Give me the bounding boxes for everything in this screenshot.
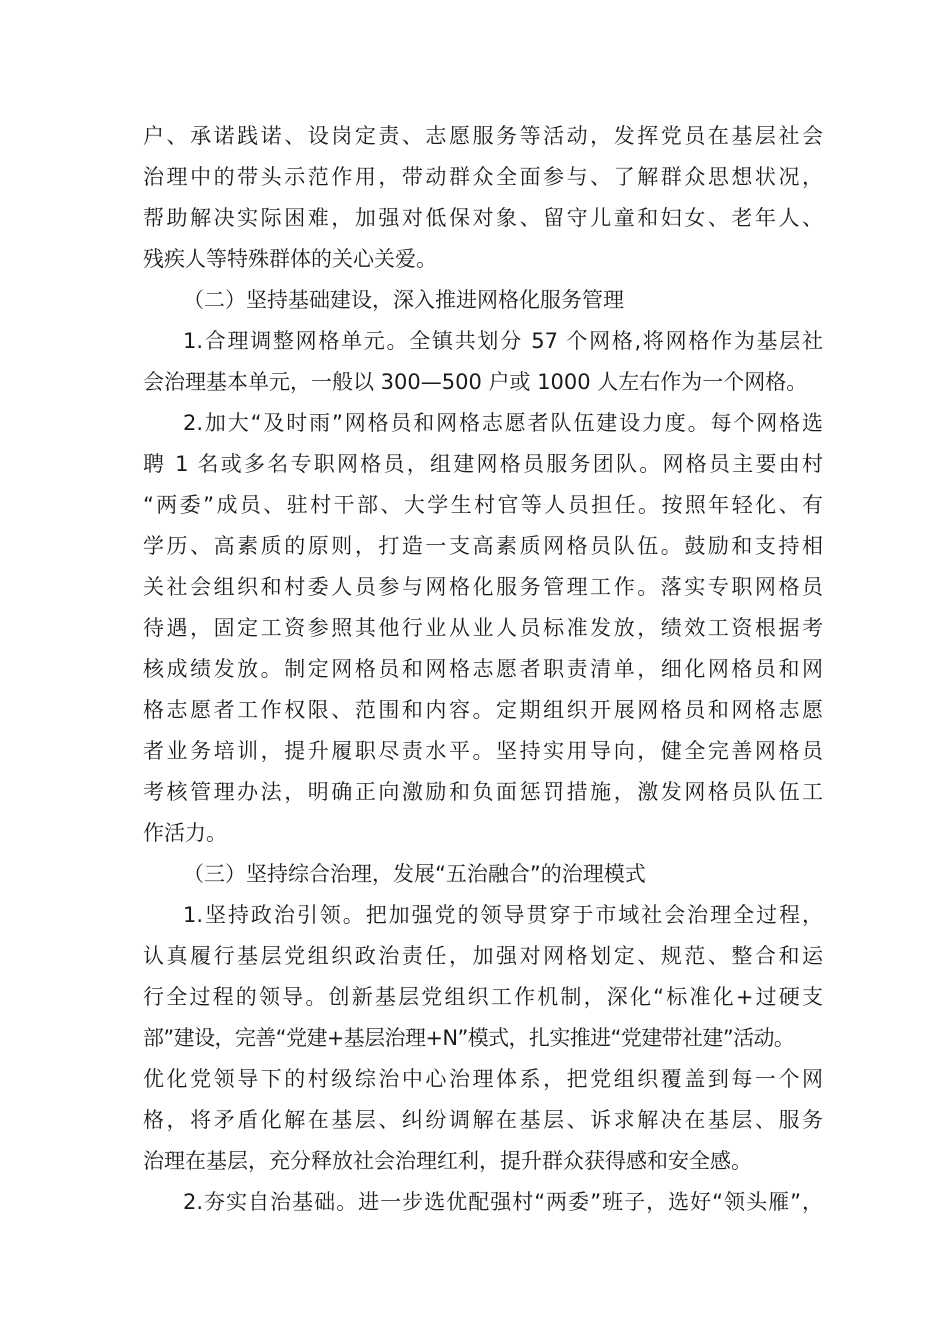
text-line: 2.夯实自治基础。进一步选优配强村“两委”班子，选好“领头雁”，	[183, 1190, 823, 1214]
text-line: 者业务培训，提升履职尽责水平。坚持实用导向，健全完善网格员	[143, 739, 823, 763]
text-line: 格志愿者工作权限、范围和内容。定期组织开展网格员和网格志愿	[143, 698, 823, 722]
section-heading-2	[143, 280, 823, 321]
text-line: 优化党领导下的村级综治中心治理体系，把党组织覆盖到每一个网	[143, 1067, 823, 1091]
paragraph-party-members-service	[143, 116, 823, 280]
paragraph-self-governance	[143, 1182, 823, 1223]
text-line: 考核管理办法，明确正向激励和负面惩罚措施，激发网格员队伍工	[143, 780, 823, 804]
text-line: 帮助解决实际困难，加强对低保对象、留守儿童和妇女、老年人、	[143, 206, 823, 230]
heading-text: （二）坚持基础建设，深入推进网格化服务管理	[183, 288, 624, 312]
text-line: 治理中的带头示范作用，带动群众全面参与、了解群众思想状况，	[143, 165, 823, 189]
paragraph-grid-units	[143, 321, 823, 403]
text-line: 核成绩发放。制定网格员和网格志愿者职责清单，细化网格员和网	[143, 657, 823, 681]
text-line: 会治理基本单元，一般以 300—500 户或 1000 人左右作为一个网格。	[143, 370, 808, 394]
text-line: 1.合理调整网格单元。全镇共划分 57 个网格,将网格作为基层社	[183, 329, 823, 353]
document-body	[143, 116, 823, 1223]
paragraph-grid-staff	[143, 403, 823, 854]
text-line: 2.加大“及时雨”网格员和网格志愿者队伍建设力度。每个网格选	[183, 411, 823, 435]
text-line: 残疾人等特殊群体的关心关爱。	[143, 247, 437, 271]
text-line: 聘 1 名或多名专职网格员，组建网格员服务团队。网格员主要由村	[143, 452, 823, 476]
text-line: 学历、高素质的原则，打造一支高素质网格员队伍。鼓励和支持相	[143, 534, 823, 558]
text-line: 认真履行基层党组织政治责任，加强对网格划定、规范、整合和运	[143, 944, 823, 968]
text-line: 户、承诺践诺、设岗定责、志愿服务等活动，发挥党员在基层社会	[143, 124, 823, 148]
text-line: 格，将矛盾化解在基层、纠纷调解在基层、诉求解决在基层、服务	[143, 1108, 823, 1132]
text-line: 1.坚持政治引领。把加强党的领导贯穿于市域社会治理全过程，	[183, 903, 823, 927]
section-heading-3	[143, 854, 823, 895]
text-line: 治理在基层，充分释放社会治理红利，提升群众获得感和安全感。	[143, 1149, 752, 1173]
text-line: 作活力。	[143, 821, 227, 845]
text-line: 部”建设，完善“党建+基层治理+N”模式，扎实推进“党建带社建”活动。	[143, 1026, 795, 1050]
text-line: 待遇，固定工资参照其他行业从业人员标准发放，绩效工资根据考	[143, 616, 823, 640]
text-line: 行全过程的领导。创新基层党组织工作机制，深化“标准化+过硬支	[143, 985, 823, 1009]
text-line: “两委”成员、驻村干部、大学生村官等人员担任。按照年轻化、有	[143, 493, 823, 517]
text-line: 关社会组织和村委人员参与网格化服务管理工作。落实专职网格员	[143, 575, 823, 599]
paragraph-political-leadership	[143, 895, 823, 1182]
heading-text: （三）坚持综合治理，发展“五治融合”的治理模式	[183, 862, 646, 886]
